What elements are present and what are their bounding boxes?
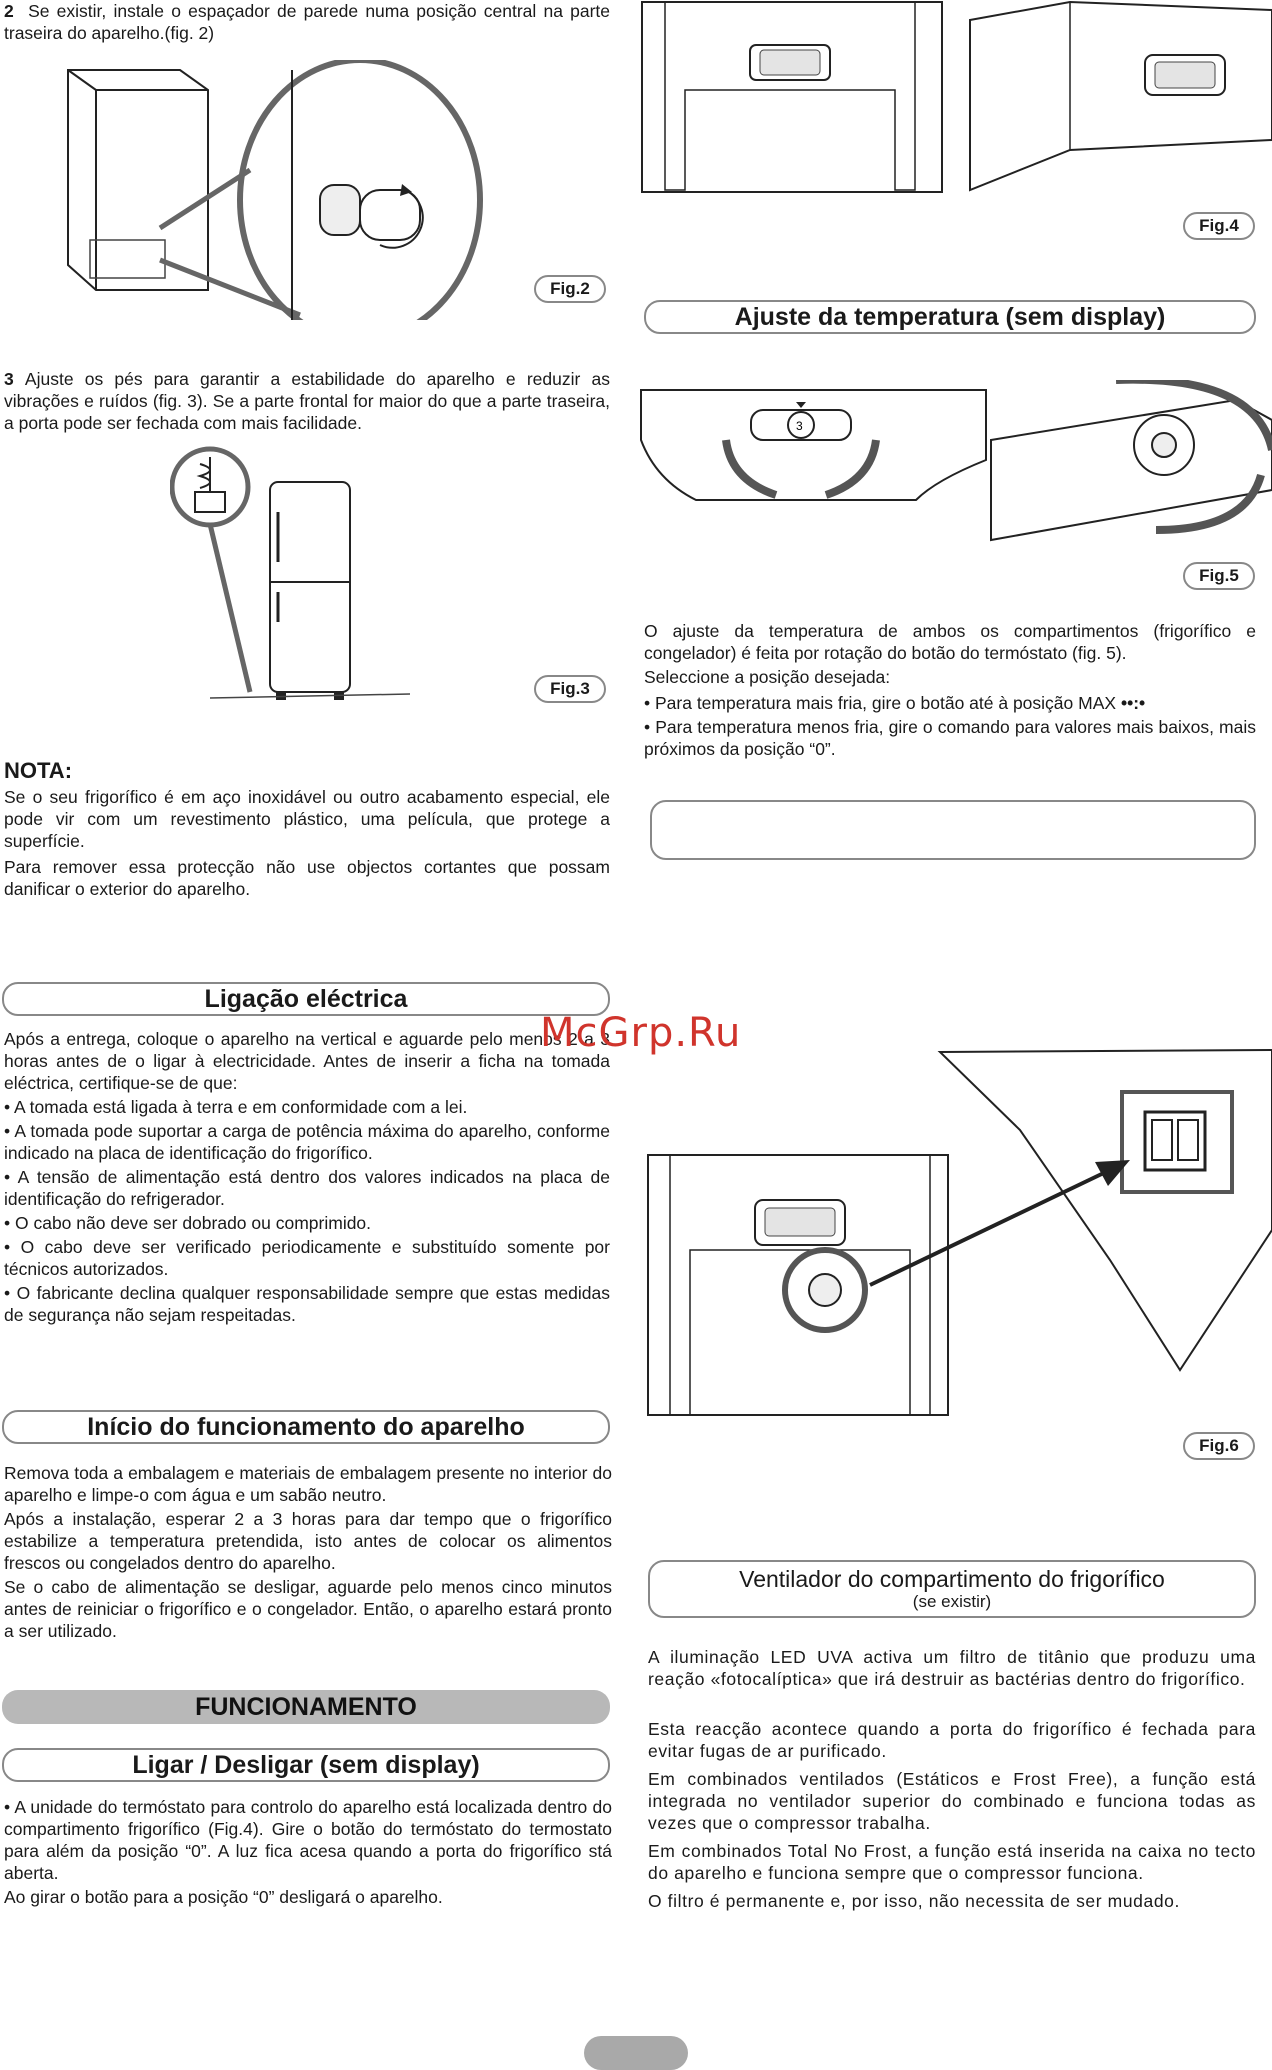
fig5-illustration xyxy=(636,380,1272,550)
step3-paragraph xyxy=(4,368,610,434)
ajuste-bullet-1 xyxy=(644,692,1256,714)
inicio-paragraph-3: Se o cabo de alimentação se desligar, aguarde pelo menos cinco minutos antes de reiniciar o frigorífico e o congelador. Então, o aparelho estará pronto a ser utilizado. xyxy=(4,1577,612,1641)
step2-number: 2 xyxy=(4,1,14,21)
ligacao-intro: Após a entrega, coloque o aparelho na vertical e aguarde pelo menos 2 a 3 horas antes de o ligar à electricidade. Antes de inserir a ficha na tomada eléctrica, certifique-se de que: xyxy=(4,1029,610,1093)
ligacao-item: • O cabo não deve ser dobrado ou comprimido. xyxy=(4,1213,372,1233)
ajuste-paragraph-2: Seleccione a posição desejada: xyxy=(644,667,891,687)
ventilador-paragraph-2: Esta reacção acontece quando a porta do frigorífico é fechada para evitar fugas de ar purificado. xyxy=(648,1719,1256,1761)
fig5-label: Fig.5 xyxy=(1183,562,1255,590)
inicio-paragraph-2: Após a instalação, esperar 2 a 3 horas para dar tempo que o frigorífico estabilize a temperatura pretendida, isto antes de colocar os alimentos frescos ou congelados dentro do aparelho. xyxy=(4,1509,612,1573)
nota-paragraph-2: Para remover essa protecção não use objectos cortantes que possam danificar o exterior do aparelho. xyxy=(4,857,610,899)
fig2-label: Fig.2 xyxy=(534,275,606,303)
inicio-heading: Início do funcionamento do aparelho xyxy=(2,1410,610,1444)
ventilador-paragraph-4: Em combinados Total No Frost, a função está inserida na caixa no tecto do aparelho e funciona sempre que o compressor funciona. xyxy=(648,1841,1256,1883)
ligacao-heading: Ligação eléctrica xyxy=(2,982,610,1016)
ajuste-heading: Ajuste da temperatura (sem display) xyxy=(644,300,1256,334)
watermark: McGrp.Ru xyxy=(540,1010,742,1056)
ligacao-item: • O fabricante declina qualquer responsabilidade sempre que estas medidas de segurança não sejam respeitadas. xyxy=(4,1283,610,1325)
ventilador-paragraph-3: Em combinados ventilados (Estáticos e Frost Free), a função está integrada no ventilador superior do combinado e funciona todas as vezes que o compressor trabalha. xyxy=(648,1769,1256,1833)
nota-title: NOTA: xyxy=(4,758,73,783)
ventilador-subheading: (se existir) xyxy=(912,1592,992,1611)
step2-text: Se existir, instale o espaçador de parede numa posição central na parte traseira do aparelho.(fig. 2) xyxy=(4,1,610,43)
page-number-pill xyxy=(584,2036,688,2070)
ajuste-bullet-2: • Para temperatura menos fria, gire o comando para valores mais baixos, mais próximos da posição “0”. xyxy=(644,717,1256,759)
fig4-illustration xyxy=(640,0,1272,200)
ligacao-list xyxy=(4,1096,610,1328)
step2-paragraph xyxy=(4,0,610,44)
ajuste-paragraph-1: O ajuste da temperatura de ambos os compartimentos (frigorífico e congelador) é feita por rotação do botão do termóstato (fig. 5). xyxy=(644,621,1256,663)
ventilador-paragraph-5: O filtro é permanente e, por isso, não necessita de ser mudado. xyxy=(648,1891,1180,1911)
ligar-paragraph-1: • A unidade do termóstato para controlo do aparelho está localizada dentro do compartimento frigorífico (Fig.4). Gire o botão do termóstato do termostato para além da posição “0”. A luz fica acesa quando a porta do frigorífico stá aberta. xyxy=(4,1797,612,1883)
ligacao-item: • A tomada pode suportar a carga de potência máxima do aparelho, conforme indicado na placa de identificação do frigorífico. xyxy=(4,1121,610,1163)
ligacao-item: • A tensão de alimentação está dentro dos valores indicados na placa de identificação do refrigerador. xyxy=(4,1167,610,1209)
ajuste-bullet-1-text: • Para temperatura mais fria, gire o botão até à posição MAX xyxy=(644,693,1117,713)
ligar-paragraph-2: Ao girar o botão para a posição “0” desligará o aparelho. xyxy=(4,1887,443,1907)
inicio-paragraph-1: Remova toda a embalagem e materiais de embalagem presente no interior do aparelho e limpe-o com água e um sabão neutro. xyxy=(4,1463,612,1505)
ligacao-item: • A tomada está ligada à terra e em conformidade com a lei. xyxy=(4,1097,468,1117)
fig5-knob-number: 3 xyxy=(796,419,803,433)
fig3-label: Fig.3 xyxy=(534,675,606,703)
step3-text: Ajuste os pés para garantir a estabilidade do aparelho e reduzir as vibrações e ruídos (fig. 3). Se a parte frontal for maior do que a parte traseira, a porta pode ser fechada com mais facilidade. xyxy=(4,369,610,433)
fig6-label: Fig.6 xyxy=(1183,1432,1255,1460)
nota-paragraph-1: Se o seu frigorífico é em aço inoxidável ou outro acabamento especial, ele pode vir com um revestimento plástico, uma película, que protege a superfície. xyxy=(4,787,610,851)
fig2-illustration xyxy=(60,60,490,320)
empty-notice-box xyxy=(650,800,1256,860)
funcionamento-heading: FUNCIONAMENTO xyxy=(2,1690,610,1724)
ligar-heading: Ligar / Desligar (sem display) xyxy=(2,1748,610,1782)
fig6-illustration xyxy=(640,1040,1272,1420)
ventilador-heading: Ventilador do compartimento do frigorífico xyxy=(739,1566,1165,1592)
step3-number: 3 xyxy=(4,369,14,389)
ajuste-max-dots: ••:• xyxy=(1120,693,1146,713)
ventilador-paragraph-1: A iluminação LED UVA activa um filtro de titânio que produzu uma reação «fotocalíptica» que irá destruir as bactérias dentro do frigorífico. xyxy=(648,1647,1256,1689)
fig4-label: Fig.4 xyxy=(1183,212,1255,240)
ventilador-heading-box xyxy=(648,1560,1256,1618)
fig3-illustration xyxy=(170,442,420,722)
ligacao-item: • O cabo deve ser verificado periodicamente e substituído somente por técnicos autorizados. xyxy=(4,1237,610,1279)
